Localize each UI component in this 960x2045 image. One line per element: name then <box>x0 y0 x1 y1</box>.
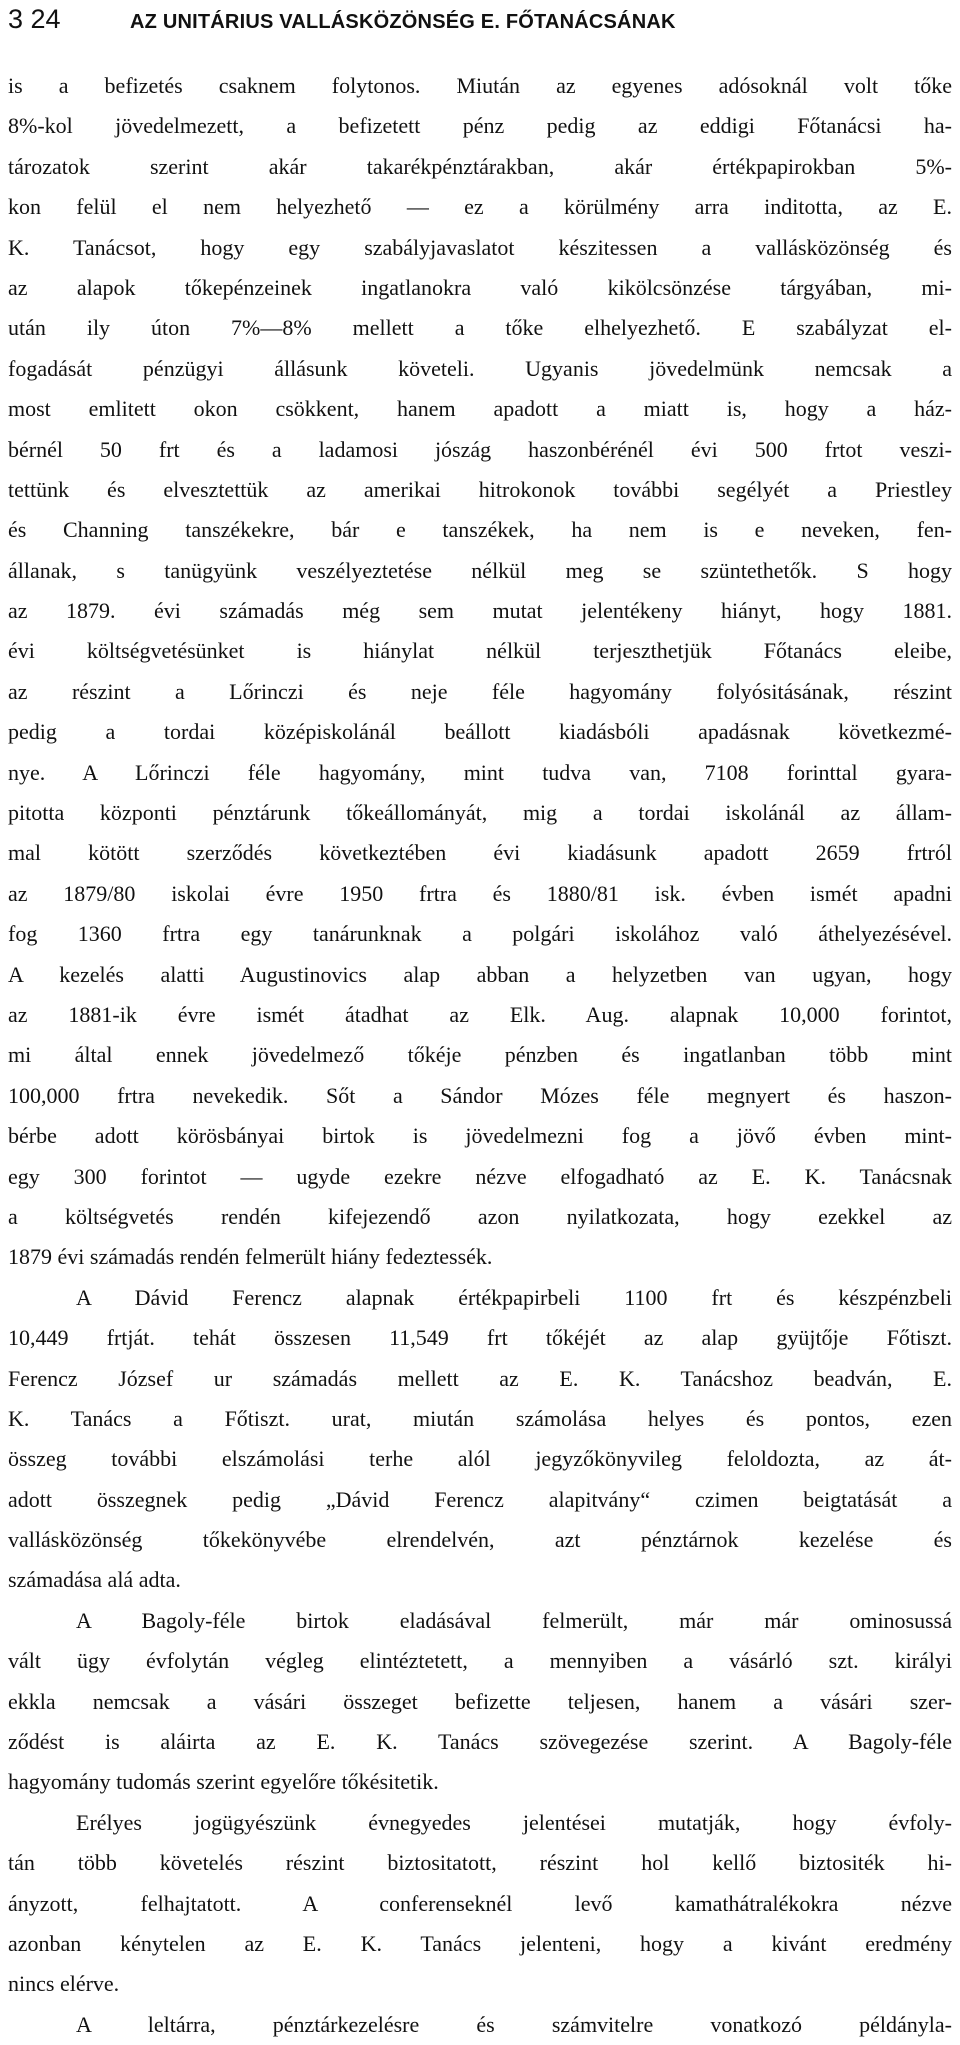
text-line: 100,000 frtra nevekedik. Sőt a Sándor Mózes féle megnyert és haszon- <box>8 1082 952 1108</box>
text-line: A kezelés alatti Augustinovics alap abban a helyzetben van ugyan, hogy <box>8 961 952 987</box>
text-line: vallásközönség tőkekönyvébe elrendelvén, azt pénztárnok kezelése és <box>8 1527 952 1553</box>
text-line: is a befizetés csaknem folytonos. Miután az egyenes adósoknál volt tőke <box>8 73 952 98</box>
text-line: Erélyes jogügyészünk évnegyedes jelentései mutatják, hogy évfoly- <box>76 1809 952 1835</box>
text-line: után ily úton 7%—8% mellett a tőke elhelyezhető. E szabályzat el- <box>8 315 952 341</box>
text-line: nincs elérve. <box>8 1971 120 1997</box>
text-line: Ferencz József ur számadás mellett az E. K. Tanácshoz beadván, E. <box>8 1365 952 1391</box>
text-line: most emlitett okon csökkent, hanem apadott a miatt is, hogy a ház- <box>8 396 952 422</box>
text-line: az 1879. évi számadás még sem mutat jelentékeny hiányt, hogy 1881. <box>8 598 952 624</box>
text-line: ányzott, felhajtatott. A conferenseknél levő kamathátralékokra nézve <box>8 1890 952 1916</box>
page-number: 3 24 <box>8 4 61 34</box>
text-line: nye. A Lőrinczi féle hagyomány, mint tudva van, 7108 forinttal gyara- <box>8 759 952 785</box>
body-text <box>8 66 952 2045</box>
running-head <box>8 0 952 44</box>
text-line: a költségvetés rendén kifejezendő azon nyilatkozata, hogy ezekkel az <box>8 1203 952 1229</box>
text-line: hagyomány tudomás szerint egyelőre tőkésitetik. <box>8 1769 439 1795</box>
text-line: számadása alá adta. <box>8 1567 181 1593</box>
text-line: 8%-kol jövedelmezett, a befizetett pénz pedig az eddigi Főtanácsi ha- <box>8 113 952 139</box>
document-page <box>8 0 952 2045</box>
text-line: 10,449 frtját. tehát összesen 11,549 frt tőkéjét az alap gyüjtője Főtiszt. <box>8 1325 952 1351</box>
text-line: ződést is aláirta az E. K. Tanács szövegezése szerint. A Bagoly-féle <box>8 1729 952 1755</box>
text-line: K. Tanács a Főtiszt. urat, miután számolása helyes és pontos, ezen <box>8 1405 952 1431</box>
text-line: bérbe adott körösbányai birtok is jövedelmezni fog a jövő évben mint- <box>8 1123 952 1149</box>
text-line: mal kötött szerződés következtében évi kiadásunk apadott 2659 frtról <box>8 840 952 866</box>
text-line: adott összegnek pedig „Dávid Ferencz alapitvány“ czimen beigtatását a <box>8 1486 952 1512</box>
text-line: mi által ennek jövedelmező tőkéje pénzben és ingatlanban több mint <box>8 1042 952 1068</box>
text-line: és Channing tanszékekre, bár e tanszékek, ha nem is e neveken, fen- <box>8 517 952 543</box>
text-line: vált ügy évfolytán végleg elintéztetett, a mennyiben a vásárló szt. királyi <box>8 1648 952 1674</box>
text-line: összeg további elszámolási terhe alól jegyzőkönyvileg feloldozta, az át- <box>8 1446 952 1472</box>
text-line: fogadását pénzügyi állásunk követeli. Ugyanis jövedelmünk nemcsak a <box>8 355 952 381</box>
text-line: az alapok tőkepénzeinek ingatlanokra való kikölcsönzése tárgyában, mi- <box>8 274 952 300</box>
text-line: K. Tanácsot, hogy egy szabályjavaslatot készitessen a vallásközönség és <box>8 234 952 260</box>
text-line: az részint a Lőrinczi és neje féle hagyomány folyósitásának, részint <box>8 678 952 704</box>
text-line: pitotta központi pénztárunk tőkeállományát, mig a tordai iskolánál az állam- <box>8 800 952 826</box>
text-line: az 1879/80 iskolai évre 1950 frtra és 1880/81 isk. évben ismét apadni <box>8 880 952 906</box>
text-line: tározatok szerint akár takarékpénztárakban, akár értékpapirokban 5%- <box>8 153 952 179</box>
text-line: évi költségvetésünket is hiánylat nélkül terjeszthetjük Főtanács eleibe, <box>8 638 952 664</box>
text-line: tettünk és elvesztettük az amerikai hitrokonok további segélyét a Priestley <box>8 476 952 502</box>
text-line: az 1881-ik évre ismét átadhat az Elk. Aug. alapnak 10,000 forintot, <box>8 1001 952 1027</box>
text-line: A leltárra, pénztárkezelésre és számvitelre vonatkozó példányla- <box>76 2011 952 2037</box>
text-line: 1879 évi számadás rendén felmerült hiány fedeztessék. <box>8 1244 493 1270</box>
text-line: kon felül el nem helyezhető — ez a körülmény arra inditotta, az E. <box>8 194 952 220</box>
text-line: állanak, s tanügyünk veszélyeztetése nélkül meg se szüntethetők. S hogy <box>8 557 952 583</box>
text-line: pedig a tordai középiskolánál beállott kiadásbóli apadásnak következmé- <box>8 719 952 745</box>
text-line: ekkla nemcsak a vásári összeget befizette teljesen, hanem a vásári szer- <box>8 1688 952 1714</box>
text-line: egy 300 forintot — ugyde ezekre nézve elfogadható az E. K. Tanácsnak <box>8 1163 952 1189</box>
text-line: fog 1360 frtra egy tanárunknak a polgári iskolához való áthelyezésével. <box>8 921 952 947</box>
text-line: A Bagoly-féle birtok eladásával felmerült, már már ominosussá <box>76 1607 952 1633</box>
text-line: A Dávid Ferencz alapnak értékpapirbeli 1100 frt és készpénzbeli <box>76 1284 952 1310</box>
text-line: bérnél 50 frt és a ladamosi jószág haszonbérénél évi 500 frtot veszi- <box>8 436 952 462</box>
text-line: tán több követelés részint biztositatott, részint hol kellő biztositék hi- <box>8 1850 952 1876</box>
text-line: azonban kénytelen az E. K. Tanács jelenteni, hogy a kivánt eredmény <box>8 1930 952 1956</box>
running-title: AZ UNITÁRIUS VALLÁSKÖZÖNSÉG E. FŐTANÁCSÁNAK <box>130 11 676 33</box>
